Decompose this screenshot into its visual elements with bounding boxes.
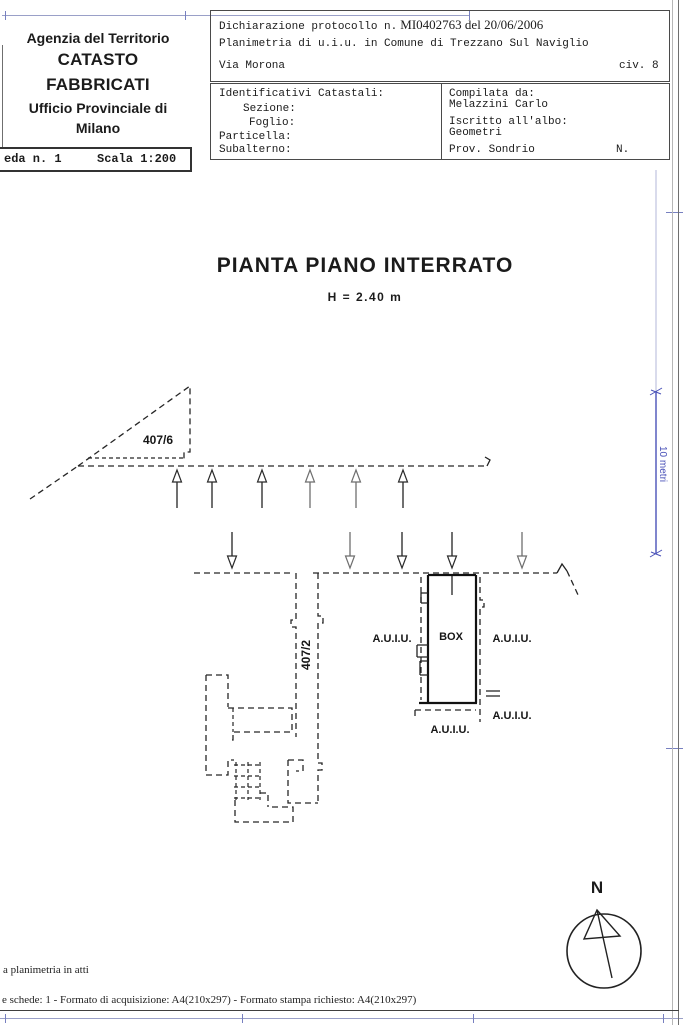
auiu-label-right: A.U.I.U. — [492, 633, 532, 645]
auiu-label-bottom: A.U.I.U. — [430, 724, 470, 736]
civic-number: civ. 8 — [619, 60, 659, 72]
subalterno-label: Subalterno: — [219, 144, 292, 156]
office-city: Milano — [75, 119, 121, 136]
north-label: N — [590, 878, 604, 897]
number-label: N. — [616, 144, 630, 156]
scale-dimension-line — [650, 170, 662, 557]
auiu-label-bottom-right: A.U.I.U. — [492, 710, 532, 722]
parcel-label-407-6: 407/6 — [142, 433, 174, 447]
albo-label: Iscritto all'albo: — [449, 116, 568, 128]
office-line: Ufficio Provinciale di — [28, 99, 168, 116]
building-walls — [194, 564, 579, 822]
street-name: Via Morona — [219, 60, 286, 72]
auiu-label-left: A.U.I.U. — [372, 633, 412, 645]
plan-height-note: H = 2.40 m — [327, 290, 403, 304]
footer-format-line: e schede: 1 - Formato di acquisizione: A4(210x297) - Formato stampa richiesto: A4(210x297) — [2, 994, 417, 1006]
compass-icon — [567, 910, 641, 988]
compiled-by-label: Compilata da: — [449, 88, 535, 100]
particella-label: Particella: — [219, 131, 292, 143]
down-arrows — [228, 532, 527, 595]
albo-value: Geometri — [449, 127, 502, 139]
up-arrows — [173, 470, 408, 508]
protocol-value: MI0402763 del 20/06/2006 — [400, 17, 544, 32]
sheet-number: eda n. 1 — [4, 152, 62, 166]
foglio-label: Foglio: — [249, 117, 296, 129]
planimetria-line: Planimetria di u.i.u. in Comune di Trezzano Sul Naviglio — [219, 38, 589, 50]
catasto-title: CATASTO FABBRICATI — [46, 50, 150, 94]
box-label: BOX — [439, 631, 463, 643]
province-label: Prov. Sondrio — [449, 144, 535, 156]
sezione-label: Sezione: — [243, 103, 296, 115]
protocol-prefix: Dichiarazione protocollo n. — [219, 21, 398, 33]
scale-dimension-label: 10 metri — [657, 446, 668, 483]
footer-note: a planimetria in atti — [3, 964, 89, 976]
compiled-by-value: Melazzini Carlo — [449, 99, 549, 111]
plan-title: PIANTA PIANO INTERRATO — [216, 254, 514, 277]
parcel-label-407-2: 407/2 — [299, 639, 313, 671]
scale-label: Scala 1:200 — [97, 152, 177, 166]
agency-name: Agenzia del Territorio — [26, 30, 170, 46]
identifiers-title: Identificativi Catastali: — [219, 88, 385, 100]
